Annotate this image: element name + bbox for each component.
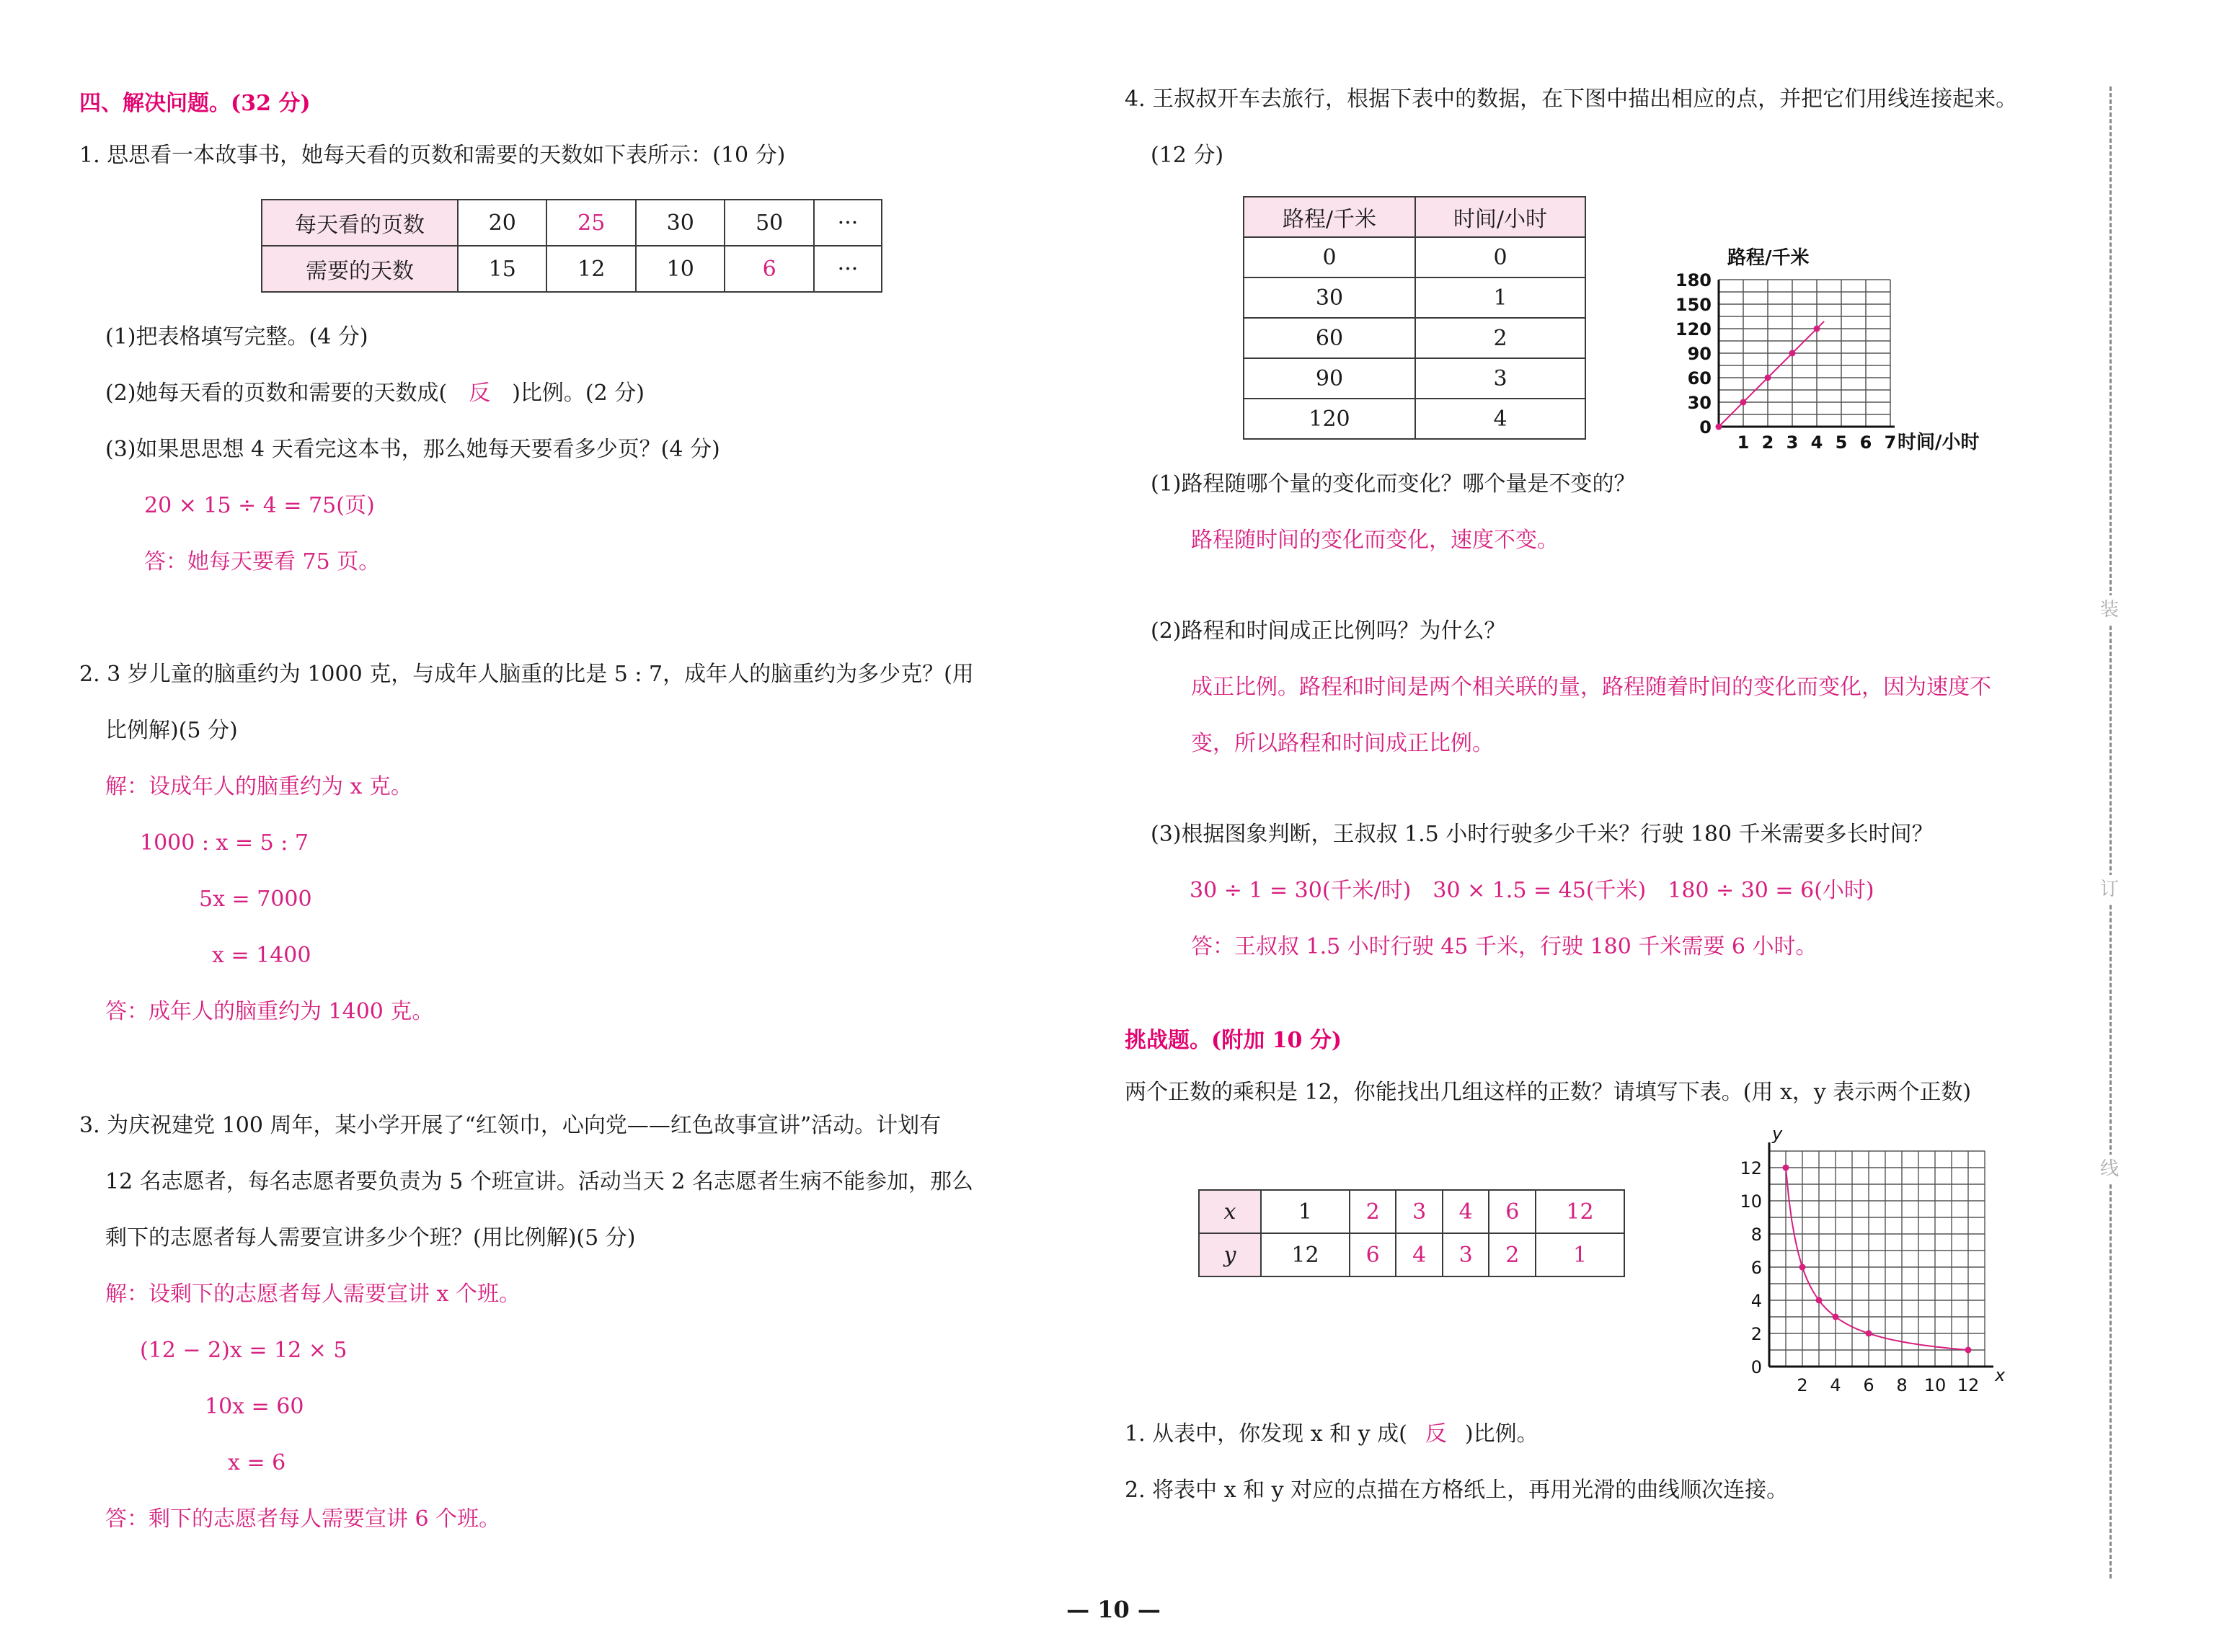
- q4-table-cell: 60: [1244, 318, 1415, 358]
- q4-table-cell: 0: [1244, 237, 1415, 277]
- q2-solution-intro: 解：设成年人的脑重约为 x 克。: [105, 774, 412, 799]
- page-number: — 10 —: [1066, 1596, 1161, 1623]
- challenge-q1-answer: 反: [1425, 1421, 1447, 1447]
- q2-stem-line1: 2. 3 岁儿童的脑重约为 1000 克，与成年人脑重的比是 5 : 7，成年人的脑重约为多少克？(用: [79, 662, 974, 687]
- y-tick-label: 0: [1750, 1357, 1762, 1377]
- q1-table-cell-answer: 25: [546, 200, 635, 246]
- y-axis-label: y: [1772, 1124, 1783, 1144]
- x-tick-label: 1: [1737, 432, 1750, 453]
- challenge-table: [1198, 1189, 1625, 1277]
- q1-table-cell: 每天看的页数: [262, 200, 458, 246]
- q4-part3-answer: 答：王叔叔 1.5 小时行驶 45 千米，行驶 180 千米需要 6 小时。: [1191, 934, 1818, 959]
- y-tick-label: 60: [1687, 368, 1712, 388]
- x-tick-label: 12: [1957, 1375, 1980, 1395]
- q4-part2: (2)路程和时间成正比例吗？为什么？: [1151, 618, 1506, 644]
- q1-table-cell: 15: [458, 246, 546, 292]
- data-point: [1866, 1331, 1872, 1337]
- challenge-table-cell-answer: 3: [1443, 1233, 1489, 1276]
- q1-table-cell: 10: [636, 246, 725, 292]
- distance-time-chart: [1658, 238, 2004, 468]
- q1-table-cell: 30: [636, 200, 725, 246]
- challenge-table-cell-answer: 4: [1443, 1190, 1489, 1233]
- binding-label: 订: [2092, 875, 2127, 904]
- challenge-table-cell-answer: 6: [1350, 1233, 1396, 1276]
- x-tick-label: 3: [1786, 432, 1799, 453]
- x-tick-label: 7: [1884, 432, 1897, 453]
- q1-calc: 20 × 15 ÷ 4 = 75(页): [144, 493, 375, 518]
- x-tick-label: 6: [1859, 432, 1872, 453]
- q2-equation-2: 5x = 7000: [199, 887, 312, 912]
- q1-table-cell: ···: [814, 246, 882, 292]
- q4-stem-line1: 4. 王叔叔开车去旅行，根据下表中的数据，在下图中描出相应的点，并把它们用线连接起来。: [1125, 86, 2018, 112]
- binding-dashed-line: [2109, 86, 2112, 1578]
- q4-table-cell: 2: [1415, 318, 1585, 358]
- q1-part2-after: )比例。(2 分): [512, 381, 645, 406]
- q1-table-cell: 20: [458, 200, 546, 246]
- challenge-q1: [1125, 1420, 1538, 1449]
- x-tick-label: 10: [1923, 1375, 1947, 1395]
- y-tick-label: 2: [1750, 1324, 1762, 1344]
- q4-part1-answer: 路程随时间的变化而变化，速度不变。: [1191, 528, 1559, 553]
- series-line: [1719, 321, 1824, 427]
- q3-solution-intro: 解：设剩下的志愿者每人需要宣讲 x 个班。: [105, 1282, 521, 1307]
- q4-table-cell: 4: [1415, 399, 1585, 439]
- y-tick-label: 10: [1740, 1191, 1762, 1212]
- y-tick-label: 6: [1750, 1258, 1762, 1278]
- q1-table: [261, 199, 882, 293]
- y-tick-label: 8: [1750, 1225, 1762, 1245]
- challenge-table-cell-answer: 12: [1536, 1190, 1624, 1233]
- q3-equation-2: 10x = 60: [205, 1394, 304, 1419]
- y-tick-label: 180: [1675, 270, 1712, 290]
- inverse-proportion-chart: [1723, 1124, 2026, 1413]
- q1-table-cell: 需要的天数: [262, 246, 458, 292]
- q3-answer: 答：剩下的志愿者每人需要宣讲 6 个班。: [105, 1506, 501, 1532]
- q4-table-header: 时间/小时: [1415, 197, 1585, 237]
- data-point: [1740, 399, 1747, 406]
- q1-part2: [105, 379, 645, 408]
- q1-part2-answer: 反: [469, 381, 491, 406]
- x-axis-label: x: [1995, 1365, 2006, 1385]
- q4-part3-calc: 30 ÷ 1 = 30(千米/时) 30 × 1.5 = 45(千米) 180 ÷ 30 = 6(小时): [1190, 878, 1874, 903]
- q1-table-cell: ···: [814, 200, 882, 246]
- q3-equation-1: (12 − 2)x = 12 × 5: [140, 1338, 347, 1363]
- q4-table-cell: 120: [1244, 399, 1415, 439]
- q4-part3: (3)根据图象判断，王叔叔 1.5 小时行驶多少千米？行驶 180 千米需要多长时间？: [1151, 822, 1934, 847]
- data-point: [1765, 375, 1771, 381]
- data-point: [1716, 424, 1722, 430]
- challenge-q2: 2. 将表中 x 和 y 对应的点描在方格纸上，再用光滑的曲线顺次连接。: [1125, 1478, 1789, 1503]
- challenge-table-cell-answer: 2: [1489, 1233, 1536, 1276]
- data-point: [1814, 326, 1820, 332]
- q1-table-cell: 12: [546, 246, 635, 292]
- q1-part3: (3)如果思思想 4 天看完这本书，那么她每天要看多少页？(4 分): [105, 437, 720, 462]
- y-tick-label: 120: [1675, 319, 1712, 339]
- section-header: 四、解决问题。(32 分): [79, 91, 311, 116]
- q3-equation-3: x = 6: [228, 1450, 286, 1475]
- challenge-table-cell: 1: [1261, 1190, 1350, 1233]
- q1-table-cell-answer: 6: [725, 246, 813, 292]
- data-point: [1816, 1297, 1823, 1304]
- challenge-q1-after: )比例。: [1464, 1421, 1538, 1447]
- binding-label: 装: [2092, 595, 2127, 624]
- q4-part2-answer-line2: 变，所以路程和时间成正比例。: [1191, 731, 1494, 756]
- y-tick-label: 150: [1675, 295, 1712, 315]
- x-tick-label: 4: [1810, 432, 1823, 453]
- q1-stem: 1. 思思看一本故事书，她每天看的页数和需要的天数如下表所示：(10 分): [79, 143, 786, 168]
- y-tick-label: 30: [1687, 393, 1712, 413]
- challenge-q1-before: 1. 从表中，你发现 x 和 y 成(: [1125, 1421, 1407, 1447]
- challenge-header: 挑战题。(附加 10 分): [1125, 1028, 1342, 1053]
- y-tick-label: 4: [1750, 1291, 1762, 1311]
- challenge-table-header: y: [1199, 1233, 1261, 1276]
- x-tick-label: 8: [1896, 1375, 1908, 1395]
- challenge-table-cell-answer: 2: [1350, 1190, 1396, 1233]
- data-point: [1965, 1347, 1972, 1354]
- y-tick-label: 0: [1699, 417, 1712, 438]
- q4-table-header: 路程/千米: [1244, 197, 1415, 237]
- q1-part2-before: (2)她每天看的页数和需要的天数成(: [105, 381, 448, 406]
- x-tick-label: 4: [1830, 1375, 1841, 1395]
- x-tick-label: 2: [1761, 432, 1774, 453]
- q4-table: [1243, 196, 1586, 440]
- q2-equation-3: x = 1400: [212, 943, 311, 968]
- y-tick-label: 90: [1687, 344, 1712, 364]
- x-axis-label: 时间/小时: [1898, 432, 1980, 453]
- x-tick-label: 6: [1863, 1375, 1874, 1395]
- challenge-table-cell-answer: 4: [1396, 1233, 1443, 1276]
- challenge-table-cell: 12: [1261, 1233, 1350, 1276]
- data-point: [1789, 350, 1796, 357]
- y-tick-label: 12: [1740, 1158, 1762, 1178]
- q4-part2-answer-line1: 成正比例。路程和时间是两个相关联的量，路程随着时间的变化而变化，因为速度不: [1191, 675, 1991, 700]
- q4-table-cell: 3: [1415, 358, 1585, 399]
- challenge-table-cell-answer: 3: [1396, 1190, 1443, 1233]
- q2-equation-1: 1000 : x = 5 : 7: [140, 830, 309, 856]
- y-axis-label: 路程/千米: [1727, 247, 1810, 269]
- q4-part1: (1)路程随哪个量的变化而变化？哪个量是不变的？: [1151, 471, 1636, 497]
- data-point: [1783, 1165, 1789, 1171]
- challenge-table-header: x: [1199, 1190, 1261, 1233]
- data-point: [1833, 1314, 1839, 1320]
- challenge-table-cell-answer: 6: [1489, 1190, 1536, 1233]
- q2-stem-line2: 比例解)(5 分): [105, 718, 238, 743]
- challenge-table-cell-answer: 1: [1536, 1233, 1624, 1276]
- x-tick-label: 2: [1797, 1375, 1808, 1395]
- q3-stem-line3: 剩下的志愿者每人需要宣讲多少个班？(用比例解)(5 分): [105, 1225, 636, 1251]
- q3-stem-line1: 3. 为庆祝建党 100 周年，某小学开展了“红领巾，心向党——红色故事宣讲”活动。计划有: [79, 1113, 942, 1138]
- q3-stem-line2: 12 名志愿者，每名志愿者要负责为 5 个班宣讲。活动当天 2 名志愿者生病不能参加，那么: [105, 1169, 974, 1194]
- q4-table-cell: 30: [1244, 277, 1415, 318]
- q1-answer: 答：她每天要看 75 页。: [144, 549, 381, 574]
- x-tick-label: 5: [1835, 432, 1848, 453]
- q4-table-cell: 90: [1244, 358, 1415, 399]
- challenge-stem: 两个正数的乘积是 12，你能找出几组这样的正数？请填写下表。(用 x，y 表示两个正数): [1125, 1080, 1972, 1105]
- q1-part1: (1)把表格填写完整。(4 分): [105, 324, 368, 350]
- binding-label: 线: [2092, 1155, 2127, 1184]
- q4-stem-line2: (12 分): [1151, 143, 1224, 168]
- q2-answer: 答：成年人的脑重约为 1400 克。: [105, 999, 434, 1024]
- q4-table-cell: 0: [1415, 237, 1585, 277]
- data-point: [1799, 1264, 1806, 1271]
- q1-table-cell: 50: [725, 200, 813, 246]
- q4-table-cell: 1: [1415, 277, 1585, 318]
- series-curve: [1786, 1168, 1968, 1350]
